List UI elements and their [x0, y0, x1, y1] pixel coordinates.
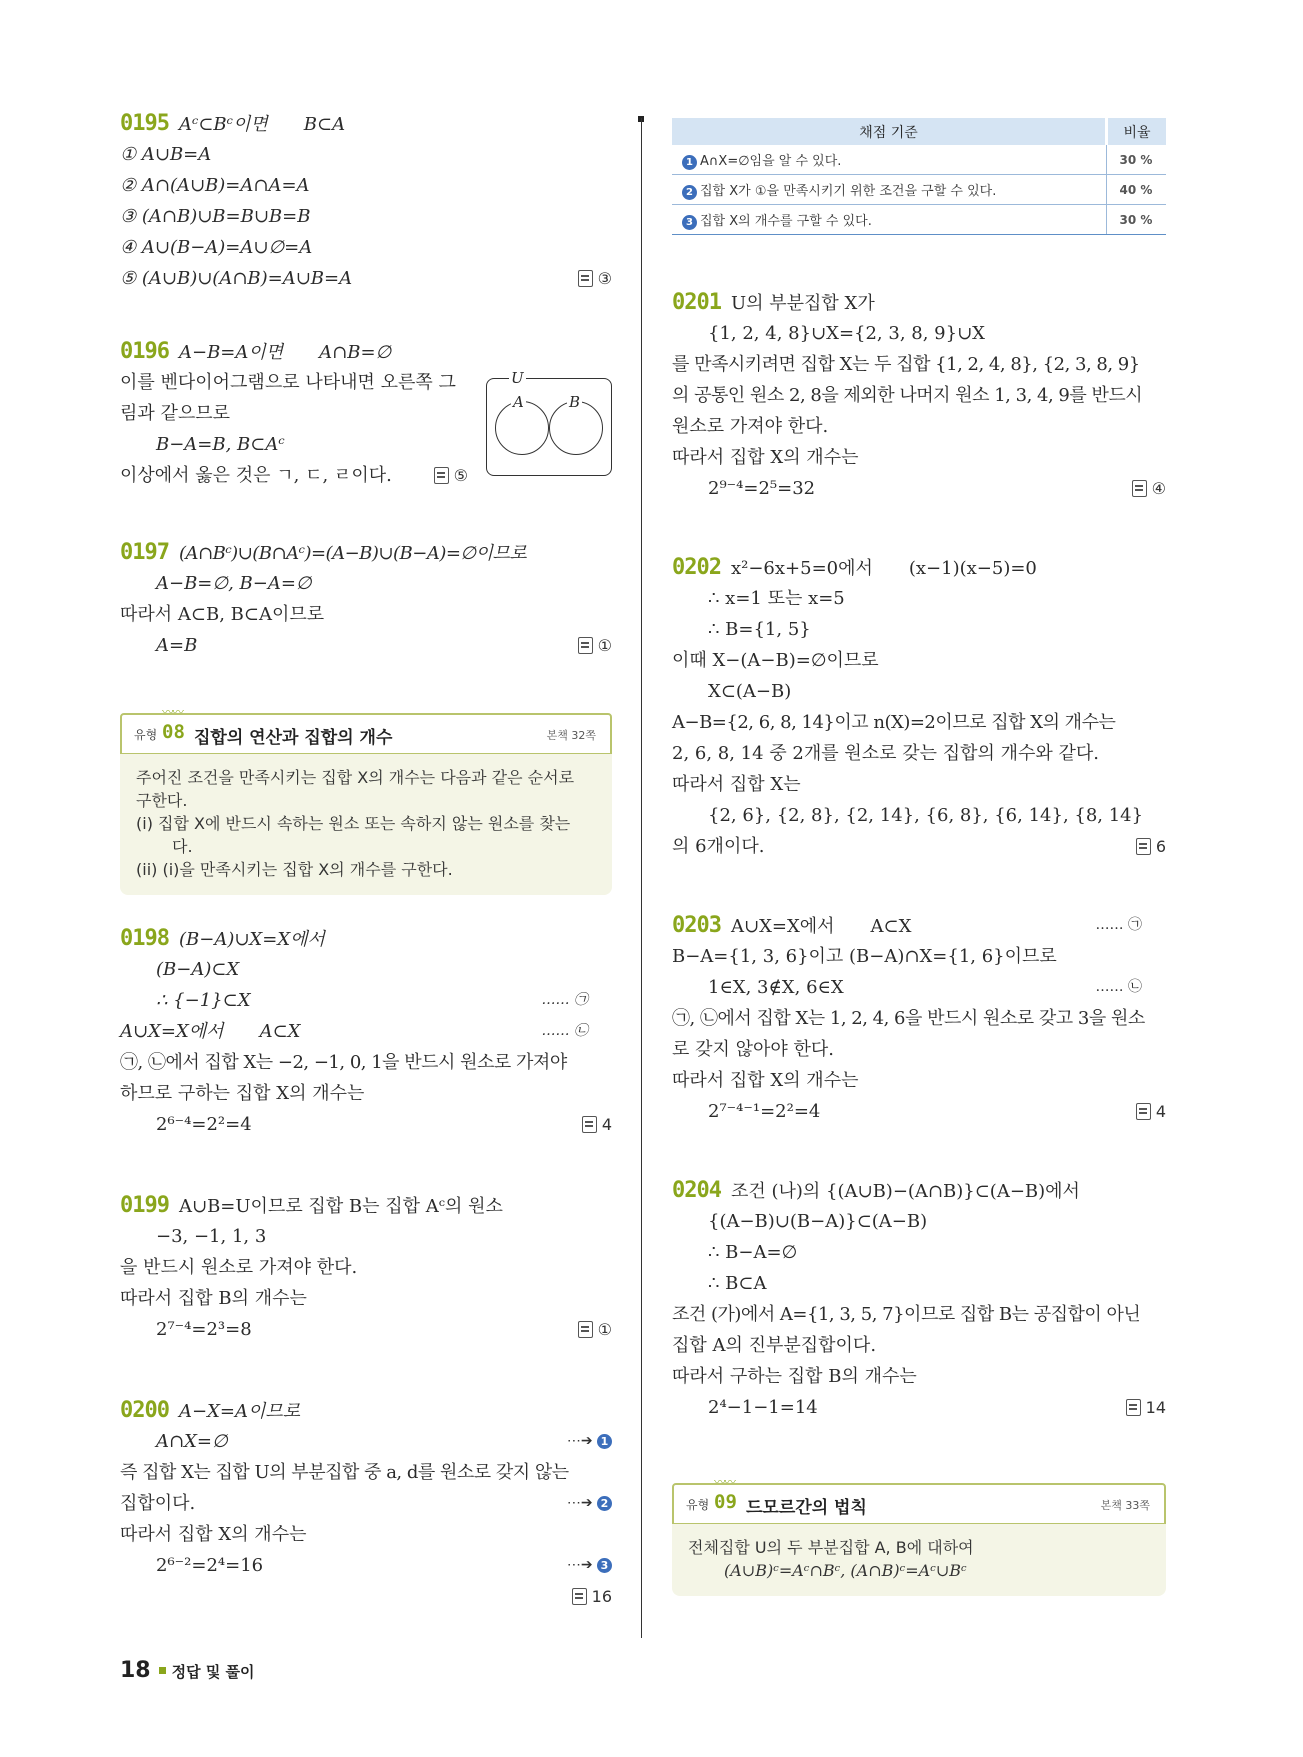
solution-line: 의 6개이다. — [672, 836, 765, 857]
choice-3: ③ (A∩B)∪B=B∪B=B — [120, 206, 311, 227]
solution-line: 따라서 집합 X의 개수는 — [120, 1524, 307, 1545]
right-column — [672, 118, 1166, 1624]
solution-line: 이때 X−(A−B)=∅이므로 — [672, 650, 879, 671]
marker: …… ㉡ — [541, 1023, 588, 1039]
step-number: 2 — [597, 1496, 612, 1511]
solution-line: 2⁶⁻²=2⁴=16 — [156, 1555, 264, 1576]
type-text: (i) 집합 X에 반드시 속하는 원소 또는 속하지 않는 원소를 찾는 — [136, 814, 571, 833]
solution-line: A=B — [156, 635, 198, 656]
solution-line: ㉠, ㉡에서 집합 X는 1, 2, 4, 6을 반드시 원소로 갖고 3을 원소 — [672, 1008, 1145, 1029]
scoring-ratio: 30 % — [1107, 205, 1167, 235]
problem-number: 0201 — [672, 290, 721, 315]
footer-title: 정답 및 풀이 — [171, 1663, 255, 1681]
answer-value: ① — [597, 636, 612, 655]
problem-0200 — [120, 1395, 612, 1612]
marker: …… ㉠ — [1095, 917, 1142, 933]
solution-line: U의 부분집합 X가 — [730, 293, 875, 314]
solution-line: {1, 2, 4, 8}∪X={2, 3, 8, 9}∪X — [708, 323, 985, 344]
answer-icon — [1136, 838, 1151, 855]
type-text: 구한다. — [136, 791, 188, 810]
solution-line: 의 공통인 원소 2, 8을 제외한 나머지 원소 1, 3, 4, 9를 반드시 — [672, 385, 1143, 406]
solution-line: A−B=∅, B−A=∅ — [156, 573, 312, 594]
problem-number: 0200 — [120, 1398, 169, 1423]
type-number: 09 — [714, 1491, 737, 1513]
type-label: 유형 — [134, 728, 158, 742]
scoring-header: 채점 기준 — [672, 118, 1107, 145]
solution-line: 를 만족시키려면 집합 X는 두 집합 {1, 2, 4, 8}, {2, 3, 8, 9} — [672, 354, 1140, 375]
solution-line: 따라서 구하는 집합 B의 개수는 — [672, 1366, 917, 1387]
solution-line: 2, 6, 8, 14 중 2개를 원소로 갖는 집합의 개수와 같다. — [672, 743, 1100, 764]
solution-line: 2⁷⁻⁴=2³=8 — [156, 1319, 252, 1340]
table-row — [672, 205, 1166, 235]
type-number: 08 — [162, 721, 185, 743]
solution-line: 2⁶⁻⁴=2²=4 — [156, 1114, 252, 1135]
problem-0198 — [120, 923, 612, 1140]
step-number: 1 — [682, 155, 697, 170]
answer — [1126, 1392, 1166, 1423]
solution-line: A∪X=X에서 A⊂X — [730, 916, 912, 937]
solution-line: {(A−B)∪(B−A)}⊂(A−B) — [708, 1211, 928, 1232]
solution-line: −3, −1, 1, 3 — [156, 1226, 267, 1247]
problem-number: 0203 — [672, 913, 721, 938]
scoring-criterion: 집합 X가 ①을 만족시키기 위한 조건을 구할 수 있다. — [700, 183, 997, 199]
choice-1: ① A∪B=A — [120, 144, 212, 165]
type-08-body — [120, 754, 612, 895]
solution-line: ∴ B−A=∅ — [708, 1242, 798, 1263]
solution-line: ∴ x=1 또는 x=5 — [708, 588, 845, 609]
answer — [1132, 473, 1166, 504]
solution-line: ㉠, ㉡에서 집합 X는 −2, −1, 0, 1을 반드시 원소로 가져야 — [120, 1052, 567, 1073]
type-text: 주어진 조건을 만족시키는 집합 X의 개수는 다음과 같은 순서로 — [136, 768, 575, 787]
answer-value: 16 — [591, 1587, 612, 1606]
solution-line: (B−A)⊂X — [156, 959, 240, 980]
answer — [572, 1581, 612, 1612]
type-title: 드모르간의 법칙 — [746, 1498, 867, 1518]
answer-value: ③ — [597, 269, 612, 288]
answer — [578, 630, 612, 661]
problem-number: 0197 — [120, 540, 169, 565]
solution-line: 집합이다. — [120, 1493, 196, 1514]
answer-value: 14 — [1145, 1398, 1166, 1417]
step-marker: ⋯➔ 1 — [567, 1426, 612, 1457]
solution-line: 1∈X, 3∉X, 6∈X — [708, 977, 844, 998]
answer — [1136, 831, 1166, 862]
solution-line: 2⁹⁻⁴=2⁵=32 — [708, 478, 816, 499]
solution-line: 따라서 집합 X의 개수는 — [672, 1070, 859, 1091]
answer-icon — [582, 1116, 597, 1133]
answer — [1136, 1096, 1166, 1127]
wave-icon: 〰〰 — [714, 1475, 735, 1489]
answer-value: ④ — [1151, 479, 1166, 498]
footer-square-icon — [159, 1667, 166, 1674]
type-page-ref: 본책 33쪽 — [1100, 1499, 1150, 1512]
scoring-criterion: A∩X=∅임을 알 수 있다. — [700, 153, 842, 169]
solution-line: 2⁷⁻⁴⁻¹=2²=4 — [708, 1101, 821, 1122]
solution-line: ∴ B⊂A — [708, 1273, 767, 1294]
ratio-header: 비율 — [1107, 118, 1167, 145]
solution-line: 을 반드시 원소로 가져야 한다. — [120, 1257, 358, 1278]
scoring-criterion: 집합 X의 개수를 구할 수 있다. — [700, 213, 872, 229]
left-column — [120, 108, 612, 1654]
choice-4: ④ A∪(B−A)=A∪∅=A — [120, 237, 313, 258]
scoring-table — [672, 118, 1166, 235]
solution-line: 즉 집합 X는 집합 U의 부분집합 중 a, d를 원소로 갖지 않는 — [120, 1462, 569, 1483]
solution-line: 이상에서 옳은 것은 ㄱ, ㄷ, ㄹ이다. — [120, 465, 392, 486]
solution-line: 조건 (나)의 {(A∪B)−(A∩B)}⊂(A−B)에서 — [730, 1181, 1080, 1202]
solution-line: ∴ B={1, 5} — [708, 619, 811, 640]
answer-icon — [578, 637, 593, 654]
type-09-box — [672, 1475, 1166, 1596]
solution-line: 2⁴−1−1=14 — [708, 1397, 818, 1418]
solution-line: A−B=A이면 A∩B=∅ — [178, 342, 392, 363]
problem-number: 0204 — [672, 1178, 721, 1203]
choice-5: ⑤ (A∪B)∪(A∩B)=A∪B=A — [120, 268, 353, 289]
problem-0196 — [120, 336, 612, 491]
type-08-header — [120, 705, 612, 754]
answer-icon — [572, 1588, 587, 1605]
venn-label-u: U — [511, 369, 524, 387]
page-number: 18 — [120, 1658, 151, 1683]
step-number: 3 — [597, 1558, 612, 1573]
answer-icon — [1136, 1103, 1151, 1120]
problem-number: 0198 — [120, 926, 169, 951]
solution-line: 따라서 집합 B의 개수는 — [120, 1288, 307, 1309]
step-marker: ⋯➔ 3 — [567, 1550, 612, 1581]
venn-label-a: A — [513, 393, 524, 411]
type-label: 유형 — [686, 1498, 710, 1512]
solution-line: (A∩Bᶜ)∪(B∩Aᶜ)=(A−B)∪(B−A)=∅이므로 — [178, 543, 527, 564]
problem-number: 0202 — [672, 555, 721, 580]
solution-line: 하므로 구하는 집합 X의 개수는 — [120, 1083, 365, 1104]
answer-icon — [578, 270, 593, 287]
answer-value: ① — [597, 1320, 612, 1339]
venn-diagram — [486, 369, 612, 476]
solution-line: Aᶜ⊂Bᶜ이면 B⊂A — [178, 114, 346, 135]
solution-line: 집합 A의 진부분집합이다. — [672, 1335, 877, 1356]
solution-line: A∩X=∅ — [156, 1431, 228, 1452]
solution-line: X⊂(A−B) — [708, 681, 792, 702]
problem-0199 — [120, 1190, 612, 1345]
problem-number: 0196 — [120, 339, 169, 364]
step-marker: ⋯➔ 2 — [567, 1488, 612, 1519]
type-formula: (A∪B)ᶜ=Aᶜ∩Bᶜ, (A∩B)ᶜ=Aᶜ∪Bᶜ — [724, 1561, 967, 1580]
solution-line: 따라서 A⊂B, B⊂A이므로 — [120, 604, 325, 625]
choice-2: ② A∩(A∪B)=A∩A=A — [120, 175, 310, 196]
problem-0195 — [120, 108, 612, 294]
solution-line: 이를 벤다이어그램으로 나타내면 오른쪽 그 — [120, 372, 456, 393]
answer-value: ⑤ — [453, 466, 468, 485]
answer — [578, 263, 612, 294]
type-page-ref: 본책 32쪽 — [546, 729, 596, 742]
solution-line: 림과 같으므로 — [120, 403, 231, 424]
type-09-body — [672, 1524, 1166, 1596]
scoring-ratio: 40 % — [1107, 175, 1167, 205]
solution-line: ∴ {−1}⊂X — [156, 990, 251, 1011]
answer-icon — [578, 1321, 593, 1338]
step-number: 3 — [682, 215, 697, 230]
answer-value: 6 — [1155, 837, 1166, 856]
answer — [434, 460, 468, 491]
problem-0202 — [672, 552, 1166, 862]
type-09-header — [672, 1475, 1166, 1524]
answer — [582, 1109, 612, 1140]
table-row — [672, 145, 1166, 175]
solution-line: {2, 6}, {2, 8}, {2, 14}, {6, 8}, {6, 14}, {8, 14} — [708, 805, 1144, 826]
solution-line: x²−6x+5=0에서 (x−1)(x−5)=0 — [730, 558, 1037, 579]
type-text: (ii) (i)을 만족시키는 집합 X의 개수를 구한다. — [136, 860, 453, 879]
answer — [578, 1314, 612, 1345]
solution-line: A∪X=X에서 A⊂X — [120, 1021, 301, 1042]
problem-number: 0199 — [120, 1193, 169, 1218]
problem-0203 — [672, 910, 1166, 1127]
type-08-box — [120, 705, 612, 895]
type-text: 다. — [172, 837, 193, 856]
step-number: 2 — [682, 185, 697, 200]
solution-line: B−A=B, B⊂Aᶜ — [156, 434, 285, 455]
solution-line: 따라서 집합 X는 — [672, 774, 801, 795]
answer-value: 4 — [601, 1115, 612, 1134]
answer-icon — [1126, 1399, 1141, 1416]
scoring-ratio: 30 % — [1107, 145, 1167, 175]
solution-line: B−A={1, 3, 6}이고 (B−A)∩X={1, 6}이므로 — [672, 946, 1057, 967]
type-text: 전체집합 U의 두 부분집합 A, B에 대하여 — [688, 1538, 974, 1557]
solution-line: 조건 (가)에서 A={1, 3, 5, 7}이므로 집합 B는 공집합이 아닌 — [672, 1304, 1141, 1325]
page-footer — [120, 1658, 255, 1683]
solution-line: 따라서 집합 X의 개수는 — [672, 447, 859, 468]
solution-line: 원소로 가져야 한다. — [672, 416, 829, 437]
marker: …… ㉠ — [541, 992, 588, 1008]
venn-label-b: B — [569, 393, 581, 411]
solution-line: A−X=A이므로 — [178, 1401, 301, 1422]
table-row — [672, 175, 1166, 205]
answer-value: 4 — [1155, 1102, 1166, 1121]
wave-icon: 〰〰 — [162, 705, 183, 719]
solution-line: (B−A)∪X=X에서 — [178, 929, 325, 950]
answer-icon — [1132, 480, 1147, 497]
problem-number: 0195 — [120, 111, 169, 136]
problem-0204 — [672, 1175, 1166, 1423]
solution-line: 로 갖지 않아야 한다. — [672, 1039, 834, 1060]
solution-line: A−B={2, 6, 8, 14}이고 n(X)=2이므로 집합 X의 개수는 — [672, 712, 1116, 733]
problem-0201 — [672, 287, 1166, 504]
step-number: 1 — [597, 1434, 612, 1449]
marker: …… ㉡ — [1095, 979, 1142, 995]
problem-0197 — [120, 537, 612, 661]
solution-line: A∪B=U이므로 집합 B는 집합 Aᶜ의 원소 — [178, 1196, 503, 1217]
answer-icon — [434, 467, 449, 484]
type-title: 집합의 연산과 집합의 개수 — [194, 728, 393, 748]
column-divider — [641, 118, 642, 1638]
